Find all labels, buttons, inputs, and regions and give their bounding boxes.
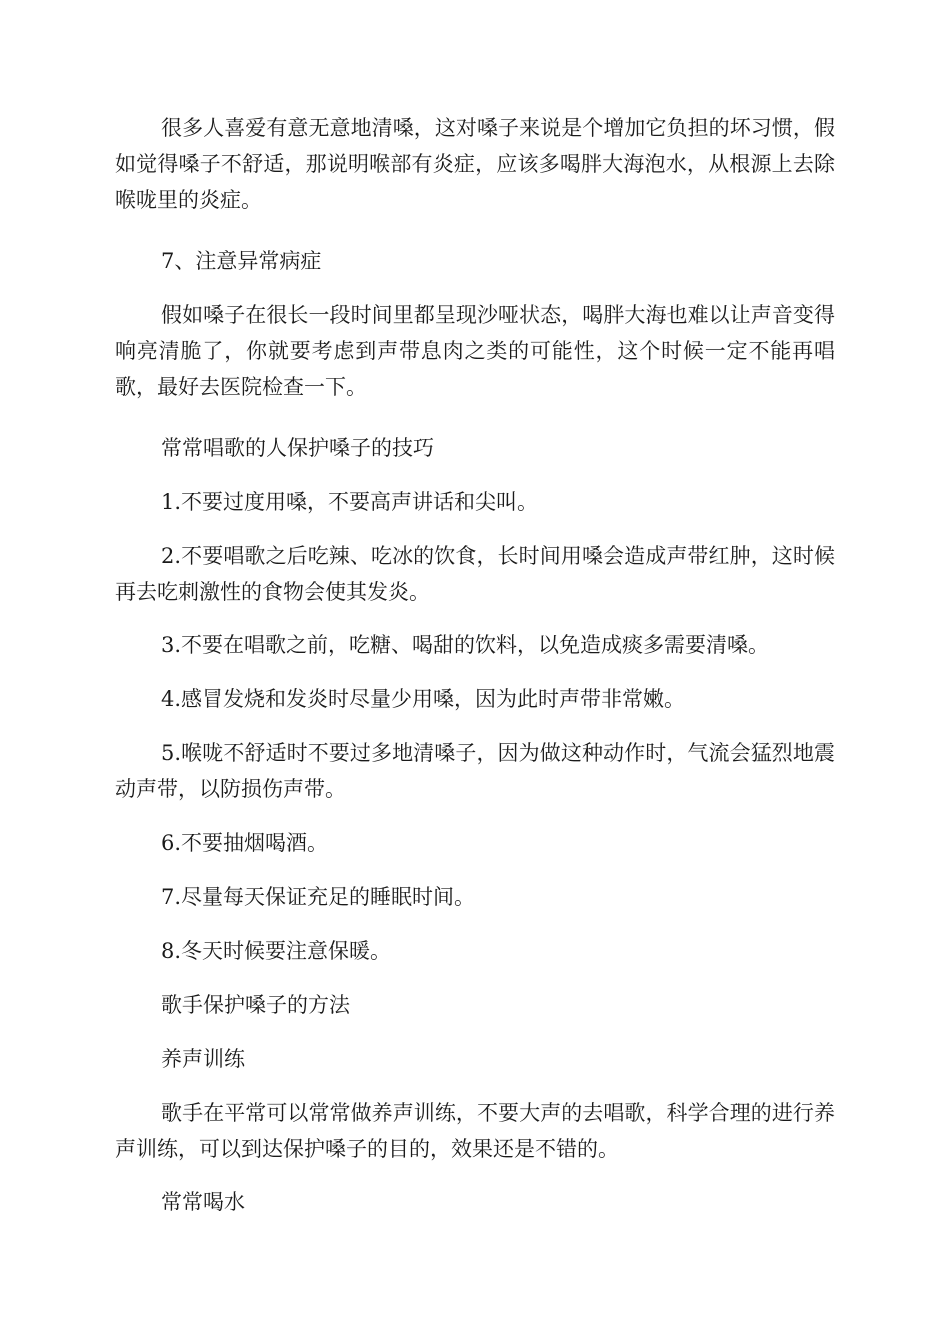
paragraph-hoarse-voice: 假如嗓子在很长一段时间里都呈现沙哑状态，喝胖大海也难以让声音变得响亮清脆了，你就要考虑到声带息肉之类的可能性，这个时候一定不能再唱歌，最好去医院检查一下。 — [115, 303, 835, 399]
heading-drink-water: 常常喝水 — [161, 1190, 245, 1214]
paragraph-voice-training: 歌手在平常可以常常做养声训练，不要大声的去唱歌，科学合理的进行养声训练，可以到达保护嗓子的目的，效果还是不错的。 — [115, 1101, 835, 1161]
heading-voice-training: 养声训练 — [161, 1047, 245, 1071]
heading-singing-tips: 常常唱歌的人保护嗓子的技巧 — [161, 436, 434, 460]
list-item-7: 7.尽量每天保证充足的睡眠时间。 — [161, 885, 476, 909]
list-item-3: 3.不要在唱歌之前，吃糖、喝甜的饮料，以免造成痰多需要清嗓。 — [161, 633, 770, 657]
heading-singer-methods: 歌手保护嗓子的方法 — [161, 993, 350, 1017]
list-item-4: 4.感冒发烧和发炎时尽量少用嗓，因为此时声带非常嫩。 — [161, 687, 686, 711]
paragraph-clear-throat-habit: 很多人喜爱有意无意地清嗓，这对嗓子来说是个增加它负担的坏习惯，假如觉得嗓子不舒适，那说明喉部有炎症，应该多喝胖大海泡水，从根源上去除喉咙里的炎症。 — [115, 116, 835, 212]
list-item-6: 6.不要抽烟喝酒。 — [161, 831, 329, 855]
heading-abnormal-symptoms: 7、注意异常病症 — [161, 249, 322, 273]
list-item-5: 5.喉咙不舒适时不要过多地清嗓子，因为做这种动作时，气流会猛烈地震动声带，以防损伤声带。 — [115, 741, 835, 801]
list-item-2: 2.不要唱歌之后吃辣、吃冰的饮食，长时间用嗓会造成声带红肿，这时候再去吃刺激性的食物会使其发炎。 — [115, 544, 835, 604]
list-item-8: 8.冬天时候要注意保暖。 — [161, 939, 392, 963]
list-item-1: 1.不要过度用嗓，不要高声讲话和尖叫。 — [161, 490, 539, 514]
